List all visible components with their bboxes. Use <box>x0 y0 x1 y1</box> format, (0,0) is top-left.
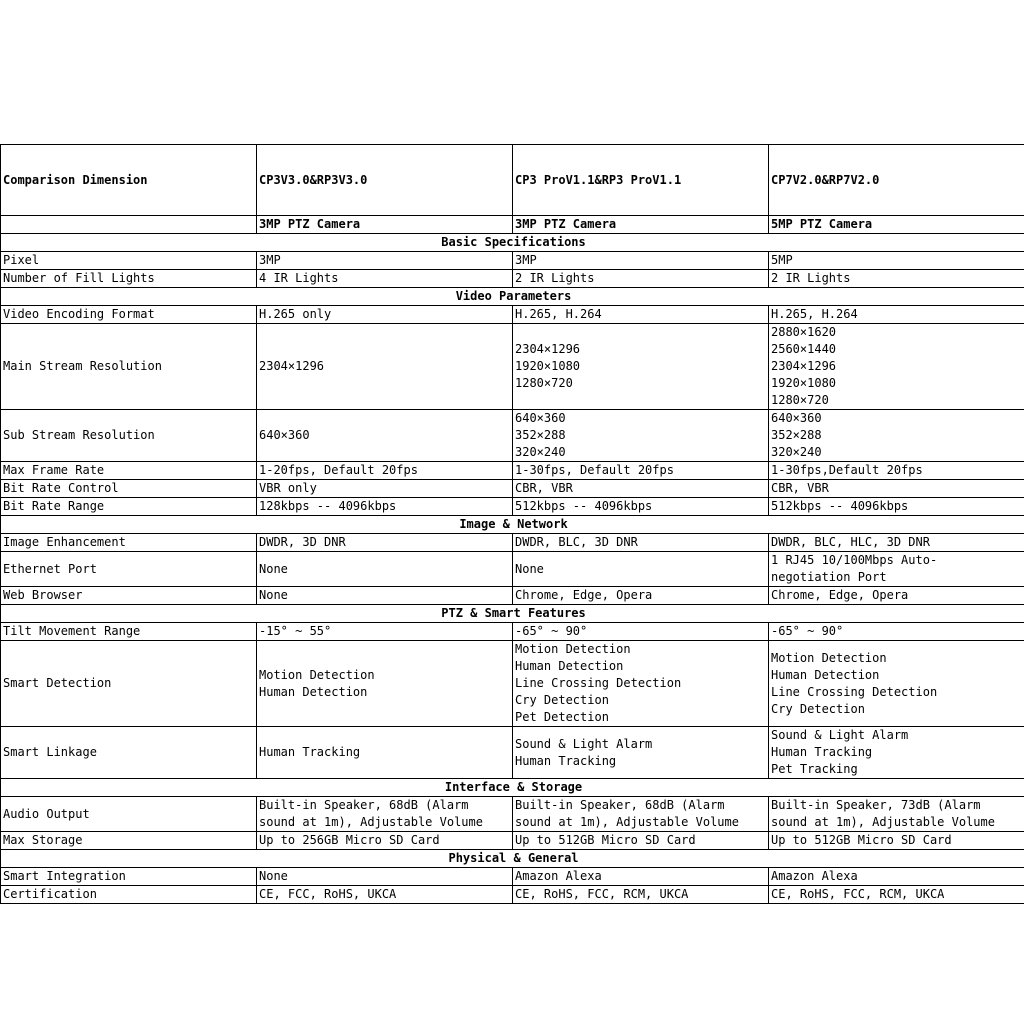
row-label: Certification <box>1 886 257 904</box>
cell-line: 1-20fps, Default 20fps <box>259 463 418 477</box>
row-value <box>257 462 513 480</box>
cell-line: -15° ~ 55° <box>259 624 332 638</box>
row-label: Smart Linkage <box>1 727 257 779</box>
row-value <box>769 868 1024 886</box>
cell-line: 2880×1620 <box>771 325 837 339</box>
cell-line: Motion Detection <box>771 650 887 665</box>
section-row <box>1 516 1024 534</box>
cell-line: H.265 only <box>259 307 332 321</box>
cell-line: 320×240 <box>515 445 566 459</box>
cell-line: Chrome, Edge, Opera <box>515 588 653 602</box>
row-value <box>513 252 769 270</box>
cell-line: Built-in Speaker, 68dB (Alarm <box>259 798 469 812</box>
cell-line: Sound & Light Alarm <box>771 728 909 742</box>
table-row <box>1 270 1024 288</box>
row-value <box>257 797 513 832</box>
section-row <box>1 850 1024 868</box>
row-value <box>769 252 1024 270</box>
table-row <box>1 498 1024 516</box>
cell-line: 1-30fps,Default 20fps <box>771 463 923 477</box>
section-row <box>1 288 1024 306</box>
cell-line: 1 RJ45 10/100Mbps Auto- <box>771 553 938 567</box>
row-value <box>513 306 769 324</box>
row-label: Smart Integration <box>1 868 257 886</box>
row-value <box>769 623 1024 641</box>
row-value <box>257 534 513 552</box>
row-value <box>257 886 513 904</box>
cell-line: 640×360 <box>771 411 822 425</box>
header-row <box>1 145 1024 216</box>
camera-type-blank <box>1 216 257 234</box>
table-row <box>1 324 1024 410</box>
table-row <box>1 832 1024 850</box>
cell-line: H.265, H.264 <box>771 307 858 321</box>
row-value <box>257 868 513 886</box>
header-model-2: CP3 ProV1.1&RP3 ProV1.1 <box>513 145 769 216</box>
row-value <box>769 552 1024 587</box>
row-label: Bit Rate Control <box>1 480 257 498</box>
cell-line: None <box>259 588 288 602</box>
cell-line: DWDR, BLC, 3D DNR <box>515 535 638 549</box>
camera-type-2: 3MP PTZ Camera <box>513 216 769 234</box>
cell-line: 1280×720 <box>771 393 829 407</box>
cell-line: Amazon Alexa <box>771 869 858 883</box>
section-title: Physical & General <box>1 850 1024 868</box>
row-value <box>513 410 769 462</box>
table-row <box>1 797 1024 832</box>
row-value <box>513 587 769 605</box>
cell-line: Up to 512GB Micro SD Card <box>515 833 696 847</box>
row-value <box>257 324 513 410</box>
cell-line: 2304×1296 <box>771 359 837 373</box>
cell-line: CBR, VBR <box>515 481 573 495</box>
section-title: PTZ & Smart Features <box>1 605 1024 623</box>
cell-line: CE, RoHS, FCC, RCM, UKCA <box>515 887 689 901</box>
row-value <box>769 480 1024 498</box>
cell-line: Built-in Speaker, 73dB (Alarm <box>771 798 981 812</box>
section-row <box>1 779 1024 797</box>
table-row <box>1 886 1024 904</box>
row-value <box>769 498 1024 516</box>
row-value <box>769 797 1024 832</box>
cell-line: 1920×1080 <box>515 359 581 373</box>
cell-line: 2304×1296 <box>259 359 325 373</box>
cell-line: 512kbps -- 4096kbps <box>771 499 909 513</box>
cell-line: 640×360 <box>515 411 566 425</box>
table-row <box>1 462 1024 480</box>
cell-line: H.265, H.264 <box>515 307 602 321</box>
table-row <box>1 641 1024 727</box>
cell-line: sound at 1m), Adjustable Volume <box>771 815 995 829</box>
cell-line: Up to 512GB Micro SD Card <box>771 833 952 847</box>
cell-line: Human Tracking <box>515 753 617 768</box>
row-label: Image Enhancement <box>1 534 257 552</box>
row-label: Max Frame Rate <box>1 462 257 480</box>
cell-line: VBR only <box>259 481 317 495</box>
row-value <box>769 534 1024 552</box>
row-value <box>513 868 769 886</box>
cell-line: Human Detection <box>259 684 368 699</box>
row-value <box>513 552 769 587</box>
table-row <box>1 552 1024 587</box>
row-value <box>513 641 769 727</box>
cell-line: Human Tracking <box>259 745 361 759</box>
row-value <box>257 587 513 605</box>
row-value <box>769 410 1024 462</box>
table-row <box>1 868 1024 886</box>
cell-line: negotiation Port <box>771 570 887 584</box>
row-label: Max Storage <box>1 832 257 850</box>
camera-type-row <box>1 216 1024 234</box>
row-value <box>769 462 1024 480</box>
cell-line: 4 IR Lights <box>259 271 339 285</box>
cell-line: Human Detection <box>771 667 880 682</box>
row-value <box>769 886 1024 904</box>
cell-line: 640×360 <box>259 428 310 442</box>
section-title: Video Parameters <box>1 288 1024 306</box>
comparison-table <box>0 144 1024 904</box>
row-value <box>513 727 769 779</box>
cell-line: 512kbps -- 4096kbps <box>515 499 653 513</box>
row-label: Bit Rate Range <box>1 498 257 516</box>
table-row <box>1 306 1024 324</box>
cell-line: 320×240 <box>771 445 822 459</box>
row-value <box>513 534 769 552</box>
cell-line: Motion Detection <box>259 667 375 682</box>
cell-line: -65° ~ 90° <box>515 624 588 638</box>
header-model-3: CP7V2.0&RP7V2.0 <box>769 145 1024 216</box>
row-value <box>513 270 769 288</box>
table-row <box>1 623 1024 641</box>
row-label: Smart Detection <box>1 641 257 727</box>
row-value <box>257 410 513 462</box>
row-value <box>257 727 513 779</box>
row-value <box>769 587 1024 605</box>
cell-line: Motion Detection <box>515 642 631 656</box>
section-row <box>1 605 1024 623</box>
cell-line: Chrome, Edge, Opera <box>771 588 909 602</box>
cell-line: Built-in Speaker, 68dB (Alarm <box>515 798 725 812</box>
cell-line: Amazon Alexa <box>515 869 602 883</box>
row-value <box>257 306 513 324</box>
table-row <box>1 410 1024 462</box>
cell-line: Sound & Light Alarm <box>515 736 653 751</box>
cell-line: Cry Detection <box>515 693 609 707</box>
cell-line: None <box>515 561 544 576</box>
cell-line: None <box>259 561 288 576</box>
section-title: Interface & Storage <box>1 779 1024 797</box>
cell-line: Pet Tracking <box>771 762 858 776</box>
cell-line: sound at 1m), Adjustable Volume <box>259 815 483 829</box>
cell-line: 3MP <box>515 253 537 267</box>
cell-line: Line Crossing Detection <box>515 676 682 690</box>
cell-line: Line Crossing Detection <box>771 684 938 699</box>
row-label: Tilt Movement Range <box>1 623 257 641</box>
row-value <box>257 270 513 288</box>
header-dimension: Comparison Dimension <box>1 145 257 216</box>
cell-line: 352×288 <box>771 428 822 442</box>
row-value <box>513 462 769 480</box>
cell-line: 2 IR Lights <box>771 271 851 285</box>
cell-line: Pet Detection <box>515 710 609 724</box>
row-value <box>257 641 513 727</box>
row-label: Number of Fill Lights <box>1 270 257 288</box>
cell-line: 1280×720 <box>515 376 573 390</box>
row-label: Sub Stream Resolution <box>1 410 257 462</box>
row-value <box>257 552 513 587</box>
row-value <box>257 498 513 516</box>
cell-line: DWDR, BLC, HLC, 3D DNR <box>771 535 930 549</box>
cell-line: sound at 1m), Adjustable Volume <box>515 815 739 829</box>
cell-line: 128kbps -- 4096kbps <box>259 499 397 513</box>
row-value <box>769 832 1024 850</box>
camera-type-1: 3MP PTZ Camera <box>257 216 513 234</box>
cell-line: 2560×1440 <box>771 342 837 356</box>
cell-line: CE, RoHS, FCC, RCM, UKCA <box>771 887 945 901</box>
row-value <box>513 324 769 410</box>
cell-line: 1-30fps, Default 20fps <box>515 463 674 477</box>
section-title: Image & Network <box>1 516 1024 534</box>
cell-line: DWDR, 3D DNR <box>259 535 346 549</box>
row-label: Web Browser <box>1 587 257 605</box>
cell-line: Human Tracking <box>771 745 873 759</box>
table-row <box>1 727 1024 779</box>
section-row <box>1 234 1024 252</box>
row-value <box>769 727 1024 779</box>
cell-line: 5MP <box>771 253 793 267</box>
row-value <box>257 480 513 498</box>
cell-line: 2 IR Lights <box>515 271 595 285</box>
row-value <box>513 498 769 516</box>
cell-line: CE, FCC, RoHS, UKCA <box>259 887 397 901</box>
row-value <box>513 797 769 832</box>
row-label: Main Stream Resolution <box>1 324 257 410</box>
cell-line: 1920×1080 <box>771 376 837 390</box>
cell-line: 2304×1296 <box>515 342 581 356</box>
cell-line: 352×288 <box>515 428 566 442</box>
camera-type-3: 5MP PTZ Camera <box>769 216 1024 234</box>
table-row <box>1 252 1024 270</box>
table-row <box>1 534 1024 552</box>
row-label: Audio Output <box>1 797 257 832</box>
row-value <box>769 641 1024 727</box>
header-model-1: CP3V3.0&RP3V3.0 <box>257 145 513 216</box>
cell-line: Human Detection <box>515 659 624 673</box>
row-value <box>513 832 769 850</box>
cell-line: -65° ~ 90° <box>771 624 844 638</box>
cell-line: CBR, VBR <box>771 481 829 495</box>
table-row <box>1 480 1024 498</box>
row-value <box>513 480 769 498</box>
cell-line: 3MP <box>259 253 281 267</box>
row-value <box>257 832 513 850</box>
table-row <box>1 587 1024 605</box>
row-label: Video Encoding Format <box>1 306 257 324</box>
row-value <box>257 623 513 641</box>
cell-line: Up to 256GB Micro SD Card <box>259 833 440 847</box>
row-label: Ethernet Port <box>1 552 257 587</box>
row-value <box>769 324 1024 410</box>
row-value <box>769 270 1024 288</box>
cell-line: Cry Detection <box>771 701 865 716</box>
row-label: Pixel <box>1 252 257 270</box>
section-title: Basic Specifications <box>1 234 1024 252</box>
row-value <box>257 252 513 270</box>
row-value <box>769 306 1024 324</box>
cell-line: None <box>259 869 288 883</box>
row-value <box>513 623 769 641</box>
row-value <box>513 886 769 904</box>
